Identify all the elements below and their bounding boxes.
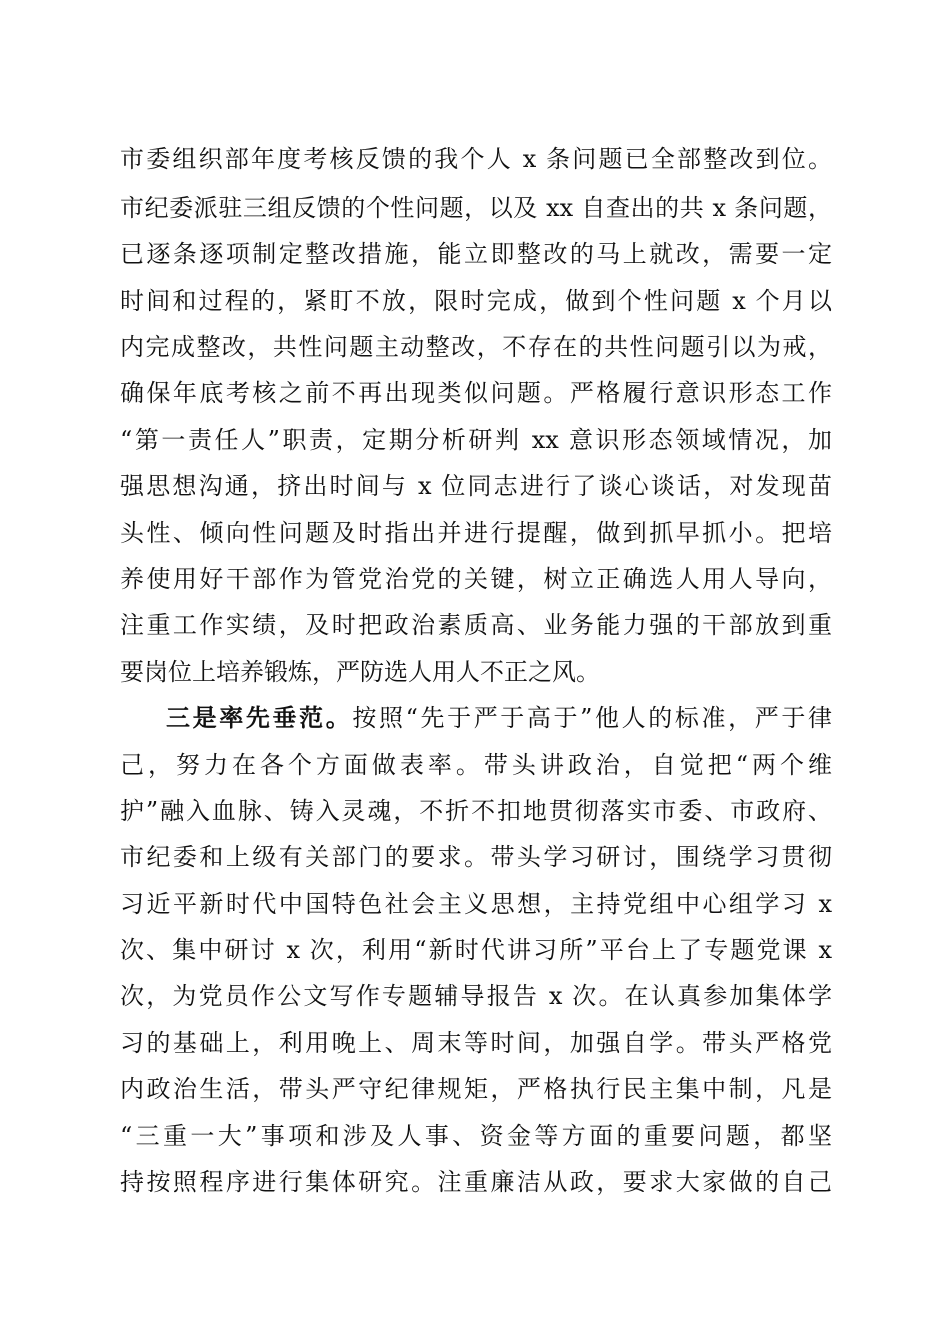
text-line: 持按照程序进行集体研究。注重廉洁从政，要求大家做的自己 — [120, 1168, 832, 1196]
text-line: 护”融入血脉、铸入灵魂，不折不扣地贯彻落实市委、市政府、 — [120, 797, 832, 825]
text-line: “三重一大”事项和涉及人事、资金等方面的重要问题，都坚 — [120, 1122, 832, 1150]
text-line: 时间和过程的，紧盯不放，限时完成，做到个性问题 x 个月以 — [120, 287, 832, 315]
paragraph-first-line-text: 按照“先于严于高于”他人的标准，严于律 — [352, 704, 832, 732]
text-line: 要岗位上培养锻炼，严防选人用人不正之风。 — [120, 658, 600, 686]
text-line: 内政治生活，带头严守纪律规矩，严格执行民主集中制，凡是 — [120, 1075, 832, 1103]
text-line: “第一责任人”职责，定期分析研判 xx 意识形态领域情况，加 — [120, 426, 832, 454]
text-line: 次，为党员作公文写作专题辅导报告 x 次。在认真参加集体学 — [120, 982, 832, 1010]
text-line: 头性、倾向性问题及时指出并进行提醒，做到抓早抓小。把培 — [120, 519, 832, 547]
text-line: 市纪委和上级有关部门的要求。带头学习研讨，围绕学习贯彻 — [120, 843, 832, 871]
text-line: 内完成整改，共性问题主动整改，不存在的共性问题引以为戒， — [120, 333, 832, 361]
paragraph-first-line — [166, 701, 832, 735]
text-line: 确保年底考核之前不再出现类似问题。严格履行意识形态工作 — [120, 379, 832, 407]
paragraph-heading: 三是率先垂范。 — [166, 703, 353, 732]
text-line: 习的基础上，利用晚上、周末等时间，加强自学。带头严格党 — [120, 1029, 832, 1057]
text-line: 强思想沟通，挤出时间与 x 位同志进行了谈心谈话，对发现苗 — [120, 472, 832, 500]
text-line: 己，努力在各个方面做表率。带头讲政治，自觉把“两个维 — [120, 751, 832, 779]
text-line: 已逐条逐项制定整改措施，能立即整改的马上就改，需要一定 — [120, 240, 832, 268]
text-line: 次、集中研讨 x 次，利用“新时代讲习所”平台上了专题党课 x — [120, 936, 832, 964]
text-line: 养使用好干部作为管党治党的关键，树立正确选人用人导向， — [120, 565, 832, 593]
text-line: 市委组织部年度考核反馈的我个人 x 条问题已全部整改到位。 — [120, 145, 832, 173]
text-line: 市纪委派驻三组反馈的个性问题，以及 xx 自查出的共 x 条问题， — [120, 194, 832, 222]
text-line: 注重工作实绩，及时把政治素质高、业务能力强的干部放到重 — [120, 611, 832, 639]
text-line: 习近平新时代中国特色社会主义思想，主持党组中心组学习 x — [120, 890, 832, 918]
